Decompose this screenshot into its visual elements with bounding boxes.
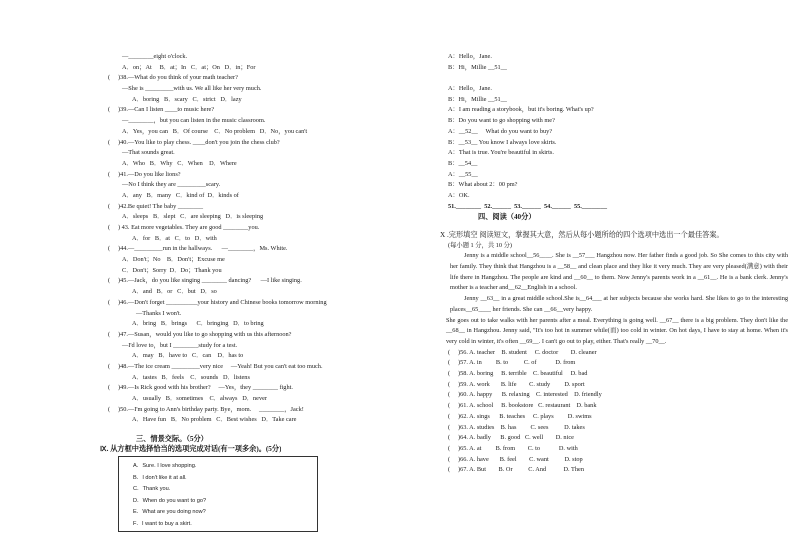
section4-title: 四、阅读（40分） xyxy=(478,213,536,222)
dialog-line: B：__53__ You know I always love skirts. xyxy=(448,138,557,146)
question-line: ( )40.—You like to play chess. ____don't you join the chess club? xyxy=(108,138,280,146)
box-option: C．Thank you. xyxy=(133,486,171,492)
question-line: ( )41.—Do you like lions? xyxy=(108,170,181,178)
question-line: —No I think they are _________scary. xyxy=(122,181,221,189)
cloze-option-line: ( )64. A. badly B. good C. well D. nice xyxy=(448,434,574,442)
box-option: F．I want to buy a skirt. xyxy=(133,520,192,527)
box-option: B．I don't like it at all. xyxy=(133,474,187,481)
section10-title: X .完形填空 阅读短文，掌握其大意，然后从每小题所给的四个选项中选出一个最佳答案。 xyxy=(440,231,724,239)
dialog-line: A：__52__ What do you want to buy? xyxy=(448,127,553,135)
answer-blanks: 51.________ 52.______ 53.______ 54.______ 55.________ xyxy=(448,202,607,210)
dialog-line: A：OK. xyxy=(448,191,470,199)
question-line: ( )38.—What do you think of your math teacher? xyxy=(108,74,238,82)
cloze-options-list xyxy=(440,348,790,476)
question-line: A．Don't；No B．Don't；Excuse me xyxy=(122,256,225,264)
question-line: ( )47.—Susan，would you like to go shopping with us this afternoon? xyxy=(108,330,292,338)
question-line: A．Who B．Why C．When D．Where xyxy=(122,159,237,167)
question-line: A．usually B．sometimes C．always D．never xyxy=(132,395,268,402)
dialog-line: B：Hi，Millie __51__ xyxy=(448,63,507,71)
passage-paragraph-2: Jenny __63__ in a great middle school.She is__64___ at her subjects because she works hard. She likes to go to the interesting places__65____ her friends. She can __66__very happy. xyxy=(450,295,788,313)
question-line: A．tastes B．feels C．sounds D．listens xyxy=(132,373,250,381)
question-line: A．any B．many C．kind of D．kinds of xyxy=(122,191,239,199)
question-line: ( )39.—Can I listen ____to music here? xyxy=(108,106,215,114)
question-line: —That sounds great. xyxy=(122,149,175,157)
cloze-option-line: ( )63. A. studies B. has C. sees D. takes xyxy=(448,423,585,431)
dialog-line: A：Hello，Jane. xyxy=(448,85,492,93)
cloze-section xyxy=(440,230,790,476)
question-line: A．and B．or C．but D．so xyxy=(132,288,217,296)
question-line: A．bring B．brings C．bringing D．to bring xyxy=(132,320,264,328)
dialog-line: B：Hi，Millie __51__ xyxy=(448,95,507,103)
question-line: A．on；At B．at；In C．at；On D．in；For xyxy=(122,63,256,71)
question-line: ( )45.—Jack，do you like singing ________ dancing? —I like singing. xyxy=(108,277,302,285)
question-line: A．sleeps B．slept C．are sleeping D．is sleeping xyxy=(122,213,264,221)
dialog-line: A：Hello，Jane. xyxy=(448,53,492,60)
question-line: A．may B．have to C．can D．has to xyxy=(132,352,244,360)
left-column xyxy=(108,52,400,426)
dialog-line: A：That is true. You're beautiful in skirts. xyxy=(448,149,554,157)
question-line: —I'd love to，but I ________study for a test. xyxy=(122,341,238,349)
question-line: ( )49.—Is Rick good with his brother? —Yes，they ________ fight. xyxy=(108,384,293,392)
box-option: A．Sure. I love shopping. xyxy=(133,463,197,469)
right-column xyxy=(448,52,788,223)
cloze-option-line: ( )59. A. work B. life C. study D. sport xyxy=(448,380,585,388)
question-line: A．Have fun B．No problem C．Best wishes D．Take care xyxy=(132,416,297,424)
question-line: A．boring B．scary C．strict D．lazy xyxy=(132,95,242,103)
cloze-option-line: ( )56. A. teacher B. student C. doctor D. cleaner xyxy=(448,348,597,356)
question-line: ( )50.—I'm going to Ann's birthday party. Bye，mom. ________，Jack! xyxy=(108,405,304,413)
dialog-line: B：__54__ xyxy=(448,159,478,167)
box-option: D．When do you want to go? xyxy=(133,497,207,504)
question-line: C．Don't；Sorry D．Do；Thank you xyxy=(122,266,222,274)
section9-title: Ⅸ. 从方框中选择恰当的选项完成对话(有一项多余)。(5分) xyxy=(100,445,282,453)
dialog-line: A：__55__ xyxy=(448,170,478,178)
cloze-option-line: ( )61. A. school B. bookstore C. restaurant D. bank xyxy=(448,402,597,410)
question-line: ( ) 43. Eat more vegetables. They are good ________you. xyxy=(108,224,260,231)
cloze-option-line: ( )62. A. sings B. teaches C. plays D. swims xyxy=(448,412,592,420)
passage-paragraph-1: Jenny is a middle school__56____. She is __57___ Hangzhou now. Her father finds a good job. So She comes to this city with her family. They think that Hangzhou is a __58__ and clean place and they like it very much. They are very pleased(满意) with their life there in Hangzhou. The people are kind and __60__ to them. Now Jenny's parents work in a __61__. He is a bank clerk. Jenny's mother is a teacher and__62__English in a school. xyxy=(450,252,788,292)
dialog-block xyxy=(448,52,788,202)
dialog-line: B：Do you want to go shopping with me? xyxy=(448,117,555,125)
section10-note: (每小题 1 分，共 10 分) xyxy=(448,241,513,249)
question-line: A．Yes，you can B．Of course C．No problem D．No，you can't xyxy=(122,127,308,135)
question-line: —________，but you can listen in the music classroom. xyxy=(122,117,266,125)
question-line: ( )48.—The ice cream _________very nice —Yeah! But you can't eat too much. xyxy=(108,362,323,370)
cloze-option-line: ( )65. A. at B. from C. to D. with xyxy=(448,444,578,452)
question-line: ( )42.Be quiet! The baby ________ xyxy=(108,202,204,210)
question-line: ( )44.—_________run in the hallways. —________，Ms. White. xyxy=(108,245,288,253)
dialog-line xyxy=(448,73,788,84)
section3-title: 三、情景交际。（5分） xyxy=(136,435,208,443)
cloze-option-line: ( )60. A. happy B. relaxing C. interested D. friendly xyxy=(448,391,602,399)
question-line: ( )46.—Don't forget __________your history and Chinese books tomorrow morning xyxy=(108,298,327,306)
options-box xyxy=(118,456,318,532)
dialog-line: B：What about 2：00 pm? xyxy=(448,181,518,189)
question-line: —________eight o'clock. xyxy=(122,53,188,60)
dialog-line: A：I am reading a storybook，but it's boring. What's up? xyxy=(448,106,594,114)
cloze-option-line: ( )58. A. boring B. terrible C. beautiful D. bad xyxy=(448,370,588,378)
passage-paragraph-3: She goes out to take walks with her parents after a meal. Everything is going well. __67__ there is a big problem. They don't like the __68__ in Hangzhou. Jenny said, "It's too hot in summer while(而) too cold in winter. On hot days, I have to stay at home. When it's very cold in winter, it's often __69__. I can't go out to play, either. That's really __70__. xyxy=(446,316,788,345)
question-line: —Thanks I won't. xyxy=(136,309,182,317)
box-option: E．What are you doing now? xyxy=(133,509,206,515)
question-line: A．for B．at C．to D．with xyxy=(132,234,217,242)
cloze-option-line: ( )57. A. in B. to C. of D. from xyxy=(448,359,576,367)
question-line: —She is _________with us. We all like her very much. xyxy=(122,85,262,93)
cloze-option-line: ( )66. A. have B. feel C. want D. stop xyxy=(448,455,583,463)
cloze-option-line: ( )67. A. But B. Or C. And D. Then xyxy=(448,466,584,474)
